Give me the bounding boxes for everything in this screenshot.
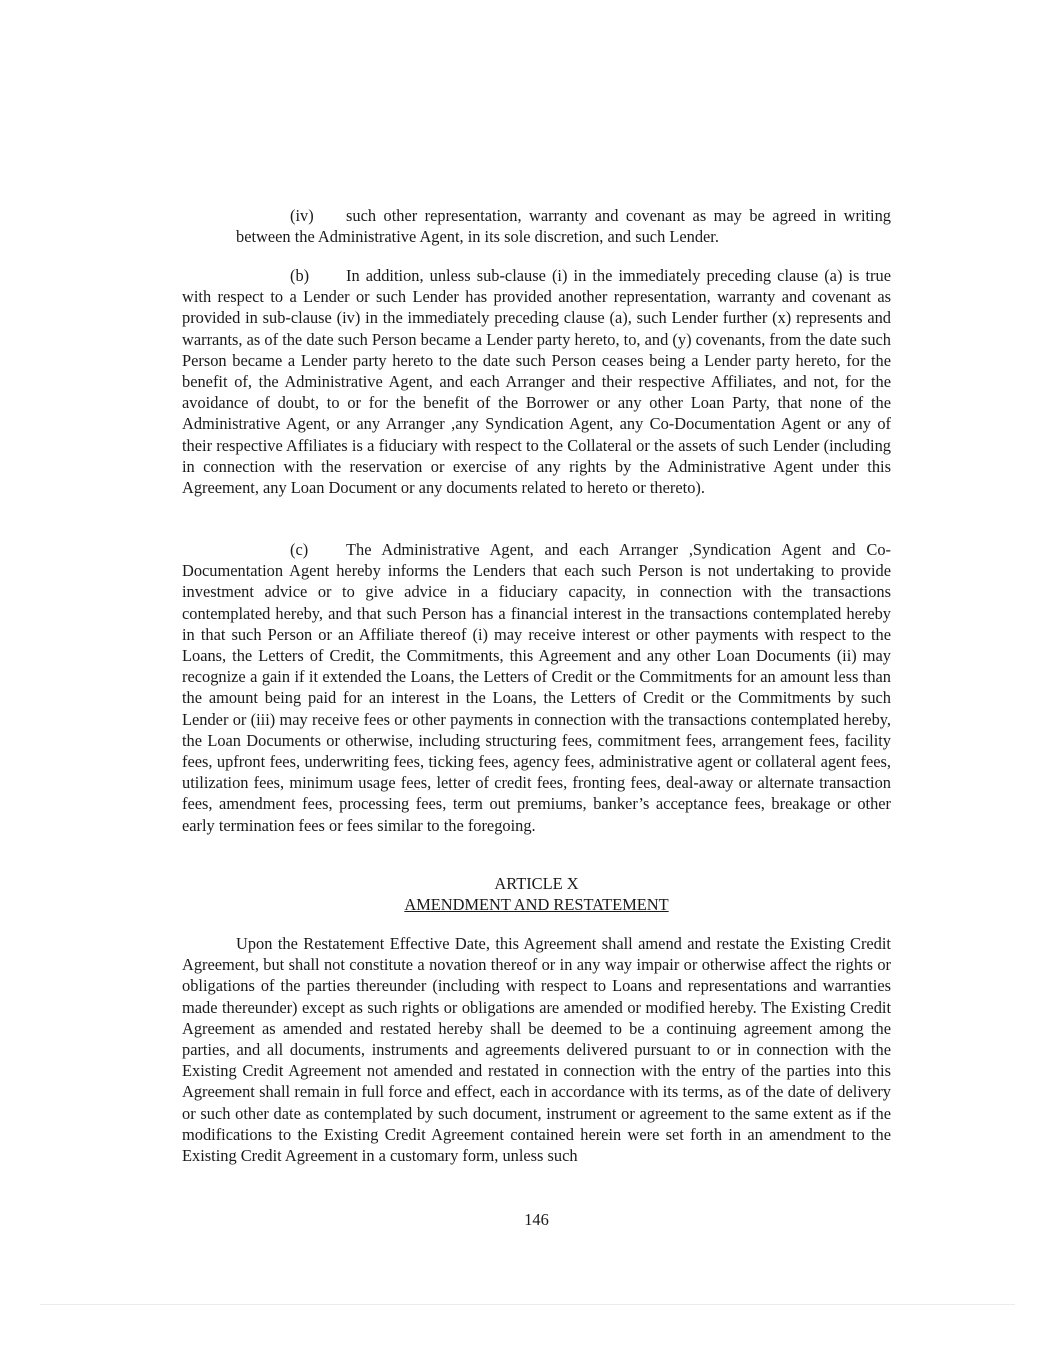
clause-c-paragraph bbox=[182, 539, 891, 836]
page-number: 146 bbox=[524, 1210, 549, 1229]
article-title: ARTICLE X bbox=[494, 874, 579, 893]
clause-b-text: In addition, unless sub-clause (i) in the immediately preceding clause (a) is true with respect to a Lender or such Lender has provided another representation, warranty and covenant as provided in sub-clause (iv) in the immediately preceding clause (a), such Lender further (x) represents and warrants, as of the date such Person became a Lender party hereto, to, and (y) covenants, from the date such Person became a Lender party hereto to the date such Person ceases being a Lender party hereto, for the benefit of, the Administrative Agent, and each Arranger and their respective Affiliates, and not, for the avoidance of doubt, to or for the benefit of the Borrower or any other Loan Party, that none of the Administrative Agent, or any Arranger ,any Syndication Agent, any Co-Documentation Agent or any of their respective Affiliates is a fiduciary with respect to the Collateral or the assets of such Lender (including in connection with the reservation or exercise of any rights by the Administrative Agent under this Agreement, any Loan Document or any documents related to hereto or thereto). bbox=[182, 266, 891, 498]
clause-b-label: (b) bbox=[290, 266, 310, 285]
clause-b-paragraph bbox=[182, 265, 891, 498]
clause-c-label: (c) bbox=[290, 540, 309, 559]
clause-c-text: The Administrative Agent, and each Arranger ,Syndication Agent and Co-Documentation Agent hereby informs the Lenders that each such Person is not undertaking to provide investment advice or to give advice in a fiduciary capacity, in connection with the transactions contemplated hereby, and that such Person has a financial interest in the transactions contemplated hereby in that such Person or an Affiliate thereof (i) may receive interest or other payments with respect to the Loans, the Letters of Credit, the Commitments, this Agreement and any other Loan Documents (ii) may recognize a gain if it extended the Loans, the Letters of Credit or the Commitments for an amount less than the amount being paid for an interest in the Loans, the Letters of Credit or the Commitments by such Lender or (iii) may receive fees or other payments in connection with the transactions contemplated hereby, the Loan Documents or otherwise, including structuring fees, commitment fees, arrangement fees, facility fees, upfront fees, underwriting fees, ticking fees, agency fees, administrative agent or collateral agent fees, utilization fees, minimum usage fees, letter of credit fees, fronting fees, deal-away or alternate transaction fees, amendment fees, processing fees, term out premiums, banker’s acceptance fees, breakage or other early termination fees or fees similar to the foregoing. bbox=[182, 540, 891, 835]
clause-iv-paragraph bbox=[236, 205, 891, 247]
article-x-paragraph: Upon the Restatement Effective Date, this Agreement shall amend and restate the Existing Credit Agreement, but shall not constitute a novation thereof or in any way impair or otherwise affect the rights or obligations of the parties thereunder (including with respect to Loans and representations and warranties made thereunder) except as such rights or obligations are amended or modified hereby. The Existing Credit Agreement as amended and restated hereby shall be deemed to be a continuing agreement among the parties, and all documents, instruments and agreements delivered pursuant to or in connection with the Existing Credit Agreement not amended and restated in connection with the entry of the parties into this Agreement shall remain in full force and effect, each in accordance with its terms, as of the date of delivery or such other date as contemplated by such document, instrument or agreement to the same extent as if the modifications to the Existing Credit Agreement contained herein were set forth in an amendment to the Existing Credit Agreement in a customary form, unless such bbox=[182, 934, 891, 1166]
page-bottom-divider bbox=[40, 1304, 1015, 1305]
clause-iv-text: such other representation, warranty and covenant as may be agreed in writing between the Administrative Agent, in its sole discretion, and such Lender. bbox=[236, 206, 891, 247]
clause-iv-label: (iv) bbox=[290, 206, 314, 225]
article-subtitle: AMENDMENT AND RESTATEMENT bbox=[404, 895, 669, 914]
